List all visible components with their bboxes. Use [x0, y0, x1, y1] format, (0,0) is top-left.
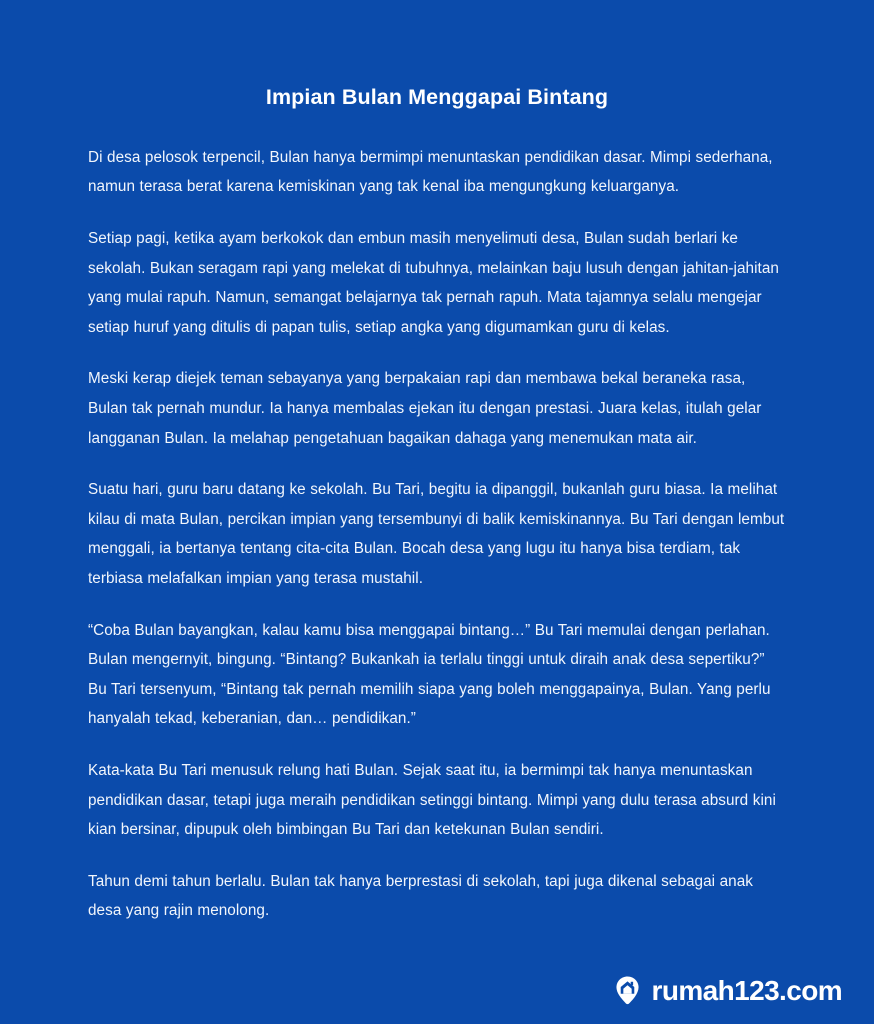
article-paragraph: “Coba Bulan bayangkan, kalau kamu bisa menggapai bintang…” Bu Tari memulai dengan perlahan. Bulan mengernyit, bingung. “Bintang? Bukankah ia terlalu tinggi untuk diraih anak desa sepertiku?” Bu Tari tersenyum, “Bintang tak pernah memilih siapa yang boleh menggapainya, Bulan. Yang perlu hanyalah tekad, keberanian, dan… pendidikan.”	[88, 621, 771, 728]
article-content	[88, 84, 786, 926]
brand-name: rumah123.com	[651, 974, 842, 1006]
article-paragraph: Suatu hari, guru baru datang ke sekolah. Bu Tari, begitu ia dipanggil, bukanlah guru biasa. Ia melihat kilau di mata Bulan, percikan impian yang tersembunyi di balik kemiskinannya. Bu Tari dengan lembut menggali, ia bertanya tentang cita-cita Bulan. Bocah desa yang lugu itu hanya bisa terdiam, tak terbiasa melafalkan impian yang terasa mustahil.	[88, 481, 785, 587]
brand-logo[interactable]	[612, 975, 842, 1006]
map-pin-house-icon	[612, 975, 643, 1006]
article-paragraph: Tahun demi tahun berlalu. Bulan tak hanya berprestasi di sekolah, tapi juga dikenal sebagai anak desa yang rajin menolong.	[88, 872, 753, 920]
article-paragraph: Kata-kata Bu Tari menusuk relung hati Bulan. Sejak saat itu, ia bermimpi tak hanya menuntaskan pendidikan dasar, tetapi juga meraih pendidikan setinggi bintang. Mimpi yang dulu terasa absurd kini kian bersinar, dipupuk oleh bimbingan Bu Tari dan ketekunan Bulan sendiri.	[88, 761, 776, 839]
page-title: Impian Bulan Menggapai Bintang	[265, 85, 609, 109]
article-paragraph: Di desa pelosok terpencil, Bulan hanya bermimpi menuntaskan pendidikan dasar. Mimpi sederhana, namun terasa berat karena kemiskinan yang tak kenal iba mengungkung keluarganya.	[88, 148, 773, 196]
article-paragraph: Setiap pagi, ketika ayam berkokok dan embun masih menyelimuti desa, Bulan sudah berlari ke sekolah. Bukan seragam rapi yang melekat di tubuhnya, melainkan baju lusuh dengan jahitan-jahitan yang mulai rapuh. Namun, semangat belajarnya tak pernah rapuh. Mata tajamnya selalu mengejar setiap huruf yang ditulis di papan tulis, setiap angka yang digumamkan guru di kelas.	[88, 230, 779, 336]
article-body	[88, 143, 786, 926]
article-paragraph: Meski kerap diejek teman sebayanya yang berpakaian rapi dan membawa bekal beraneka rasa, Bulan tak pernah mundur. Ia hanya membalas ejekan itu dengan prestasi. Juara kelas, itulah gelar langganan Bulan. Ia melahap pengetahuan bagaikan dahaga yang menemukan mata air.	[88, 370, 762, 447]
